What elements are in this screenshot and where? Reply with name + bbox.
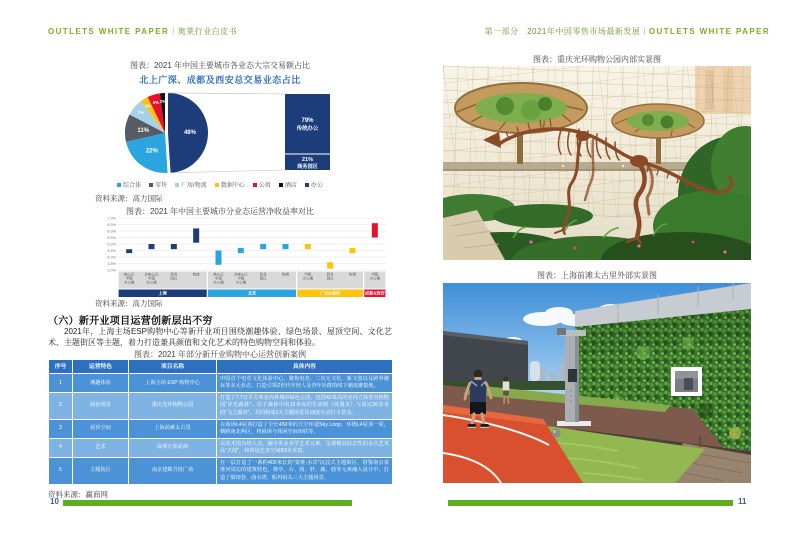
legend-swatch — [117, 183, 121, 187]
bollard — [699, 435, 702, 447]
table-source: 资料来源：赢商网 — [48, 490, 108, 499]
table-cell: 屋顶空间 — [73, 420, 129, 439]
table-row — [49, 420, 393, 439]
legend-item — [149, 180, 167, 189]
header-cn-text: 第一部分 2021年中国零售市场最新发展 — [484, 27, 641, 36]
table-header-row — [49, 360, 393, 374]
pie-slice-value: 3% — [145, 103, 152, 109]
range-bar — [193, 228, 199, 242]
y-tick-label: 5.5% — [107, 235, 116, 240]
table-cell: 5 — [49, 458, 73, 485]
legend-item — [279, 180, 297, 189]
x-tick-label: 园区 — [170, 276, 178, 281]
table-cell: 4 — [49, 439, 73, 458]
range-bar — [372, 223, 378, 237]
table-cell: 绿色场景 — [73, 393, 129, 420]
x-tick-label: 甲级 — [125, 276, 133, 281]
photo1-caption: 图表：重庆光环购物公园内部实景图 — [533, 55, 661, 64]
x-tick-label: 非核心区 — [144, 272, 159, 277]
range-bar — [283, 244, 289, 249]
pie-chart-legend — [48, 180, 392, 189]
table-cell: 打造了7.7万平方米室内外城市绿色公园，包括42米高的室内立体垂直植物园“沐光森林”、位于森林中央15米高的生命树（凤凰木）与高达20多米的“飞之瀑谷”，共同构成3大主题场景及18处互动打卡景点。 — [217, 393, 393, 420]
table-cell: 重庆光环购物公园 — [129, 393, 217, 420]
table-header-cell: 运营特色 — [73, 360, 129, 374]
warm-building-glimpse — [695, 66, 751, 114]
legend-swatch — [305, 183, 309, 187]
legend-label: 酒店 — [284, 183, 297, 189]
city-label: 成都&西安 — [364, 290, 385, 296]
table-cell: 潮趣体验 — [73, 374, 129, 393]
pie-slice-value: 11% — [137, 127, 150, 134]
y-tick-label: 7.0% — [107, 216, 116, 221]
x-tick-label: 甲级 — [304, 272, 312, 277]
x-tick-label: 商务 — [170, 272, 178, 277]
x-tick-label: 甲级 — [215, 276, 222, 281]
legend-swatch — [279, 183, 283, 187]
header-separator: ｜ — [640, 27, 649, 36]
breakout-label: 79% — [301, 118, 314, 125]
bar-source: 资料来源：高力国际 — [95, 299, 163, 308]
y-tick-label: 3.5% — [107, 261, 116, 266]
legend-item — [117, 180, 141, 189]
footer-bar-right — [448, 500, 733, 506]
photo-chongqing-guanghuan-interior — [443, 66, 751, 260]
legend-label: 公寓 — [258, 183, 271, 189]
range-bar — [350, 248, 356, 253]
legend-item — [305, 180, 323, 189]
photo-taikooli-exterior — [443, 283, 751, 483]
legend-label: 厂房/物流 — [181, 183, 207, 189]
breakout-line — [171, 170, 285, 173]
pie-slice-value: 7% — [137, 110, 144, 116]
header-cn-text: 奥莱行业白皮书 — [177, 27, 238, 36]
page-number-left: 10 — [50, 497, 59, 506]
table-cell: 在商场L4屋顶打造了全长450米的天空环道Sky Loop，环绕L4屋顶一周，横跨南北两区，将商场与休闲空间串联等。 — [217, 420, 393, 439]
x-tick-label: 物流 — [282, 272, 289, 277]
range-bar — [238, 248, 244, 253]
pie-slice-value: 22% — [145, 148, 158, 155]
header-en-text: OUTLETS WHITE PAPER — [648, 27, 770, 36]
x-tick-label: 物流 — [349, 272, 356, 277]
wall-window — [671, 367, 702, 396]
range-bar — [149, 244, 155, 249]
legend-item — [175, 180, 207, 189]
photo2-caption: 图表：上海前滩太古里外部实景图 — [537, 271, 657, 280]
table-cell: 艺术 — [73, 439, 129, 458]
table-cell: 主题街区 — [73, 458, 129, 485]
x-tick-label: 非核心区 — [233, 272, 248, 277]
table-cell: 南京建邺吾悦广场 — [129, 458, 217, 485]
range-bar — [216, 251, 222, 265]
stone-sphere — [552, 429, 561, 438]
pie-slice-value: 2% — [159, 98, 167, 104]
table-cell: 中国首个电竞文化体验中心，聚焦电竞、二次元文化、新文创以及跨界潮玩等多元业态，打造引领Z世代年轻人及青年社群的线下潮流聚集地。 — [217, 374, 393, 393]
x-tick-label: 甲级 — [237, 276, 245, 281]
y-tick-label: 5.0% — [107, 242, 116, 247]
table-cell: 3 — [49, 420, 73, 439]
table-cell: 上海主场 ESP 购物中心 — [129, 374, 217, 393]
page-number-right: 11 — [738, 497, 747, 506]
table-header-cell: 具体内容 — [217, 360, 393, 374]
table-cell: 2 — [49, 393, 73, 420]
left-page-header — [48, 26, 237, 37]
header-separator: ｜ — [169, 27, 178, 36]
table-header-cell: 序号 — [49, 360, 73, 374]
table-cell: 以美术馆为切入点，融合更多美学艺术元素，呈现极具标志性的永久艺术品“天圆”，和常设艺术空间B2美术馆。 — [217, 439, 393, 458]
pie-chart — [105, 84, 345, 180]
x-tick-label: 办公楼 — [123, 280, 135, 285]
x-tick-label: 甲级 — [371, 272, 379, 277]
legend-label: 办公 — [310, 183, 323, 189]
footer-bar-left — [63, 500, 352, 506]
legend-swatch — [253, 183, 257, 187]
pie-slice-value: 48% — [183, 129, 196, 136]
range-bar — [327, 262, 333, 269]
x-tick-label: 物流 — [192, 272, 200, 277]
breakout-label: 21% — [301, 157, 314, 164]
legend-label: 零售 — [155, 183, 168, 189]
pie-chart-caption: 图表：2021 年中国主要城市各业态大宗交易额占比 — [129, 61, 311, 70]
breakout-label: 传统办公 — [296, 126, 319, 133]
innovation-case-table — [48, 359, 393, 485]
legend-label: 数据中心 — [220, 183, 245, 189]
table-row — [49, 439, 393, 458]
y-tick-label: 3.0% — [107, 268, 116, 273]
x-tick-label: 商务 — [259, 272, 267, 277]
range-bar — [305, 244, 311, 249]
table-header-cell: 项目名称 — [129, 360, 217, 374]
range-bar — [260, 244, 266, 249]
x-tick-label: 核心区 — [123, 272, 135, 277]
breakout-label: 商务园区 — [297, 164, 318, 171]
range-bar — [126, 249, 132, 253]
x-tick-label: 办公楼 — [146, 280, 157, 285]
breakout-line — [168, 93, 285, 94]
header-en-text: OUTLETS WHITE PAPER — [48, 27, 170, 36]
legend-swatch — [149, 183, 153, 187]
x-tick-label: 核心区 — [213, 272, 224, 277]
city-label: 北京 — [247, 290, 257, 296]
section-paragraph: 2021年，上海主场ESP购物中心等新开业项目围绕潮趣体验、绿色场景、屋顶空间、文化艺术、主题街区等主题，着力打造兼具颜值和文化艺术的特色购物空间和体验。 — [48, 327, 392, 348]
pie-chart-title: 北上广深、成都及西安总交易业态占比 — [139, 75, 301, 85]
legend-label: 综合体 — [123, 183, 142, 189]
table-row — [49, 458, 393, 485]
x-tick-label: 办公楼 — [369, 276, 381, 281]
stone-sphere-highlight — [553, 430, 556, 433]
legend-swatch — [175, 183, 179, 187]
table-caption: 图表：2021 年部分新开业购物中心运营创新案例 — [133, 350, 307, 359]
right-page-header — [485, 26, 770, 37]
legend-swatch — [215, 183, 219, 187]
legend-item — [215, 180, 245, 189]
city-label: 上海 — [158, 290, 167, 296]
range-bar — [171, 244, 177, 249]
table-cell: 在一层打造了一条约400米长的“秦淮·水岸”沉浸式主题街区，借鉴南京秦淮河周边的建筑特色，将亭、台、阁、轩、廊、舫等元素融入设计中，打造了烟雨巷、曲水湾、船坞码头三大主题场景。 — [217, 458, 393, 485]
y-tick-label: 4.0% — [107, 255, 116, 260]
y-tick-label: 6.0% — [107, 229, 116, 234]
x-tick-label: 办公楼 — [235, 280, 247, 285]
x-tick-label: 园区 — [259, 276, 267, 281]
x-tick-label: 甲级 — [148, 276, 155, 281]
section-heading: （六）新开业项目运营创新层出不穷 — [48, 316, 213, 327]
city-label: 广州&深圳 — [320, 290, 341, 296]
table-cell: 深圳万象前海 — [129, 439, 217, 458]
table-cell: 上海前滩太古里 — [129, 420, 217, 439]
table-row — [49, 393, 393, 420]
pie-source: 资料来源：高力国际 — [95, 194, 163, 203]
table-cell: 1 — [49, 374, 73, 393]
yield-bar-chart — [98, 215, 388, 297]
bar-chart-caption: 图表：2021 年中国主要城市分业态运营净收益率对比 — [125, 207, 315, 216]
legend-item — [253, 180, 271, 189]
x-tick-label: 办公楼 — [213, 280, 224, 285]
x-tick-label: 园区 — [326, 276, 334, 281]
pie-slice-value: 5% — [152, 100, 160, 106]
y-tick-label: 6.5% — [107, 222, 116, 227]
y-tick-label: 4.5% — [107, 248, 116, 253]
x-tick-label: 办公楼 — [302, 276, 314, 281]
table-row — [49, 374, 393, 393]
x-tick-label: 商务 — [326, 272, 334, 277]
